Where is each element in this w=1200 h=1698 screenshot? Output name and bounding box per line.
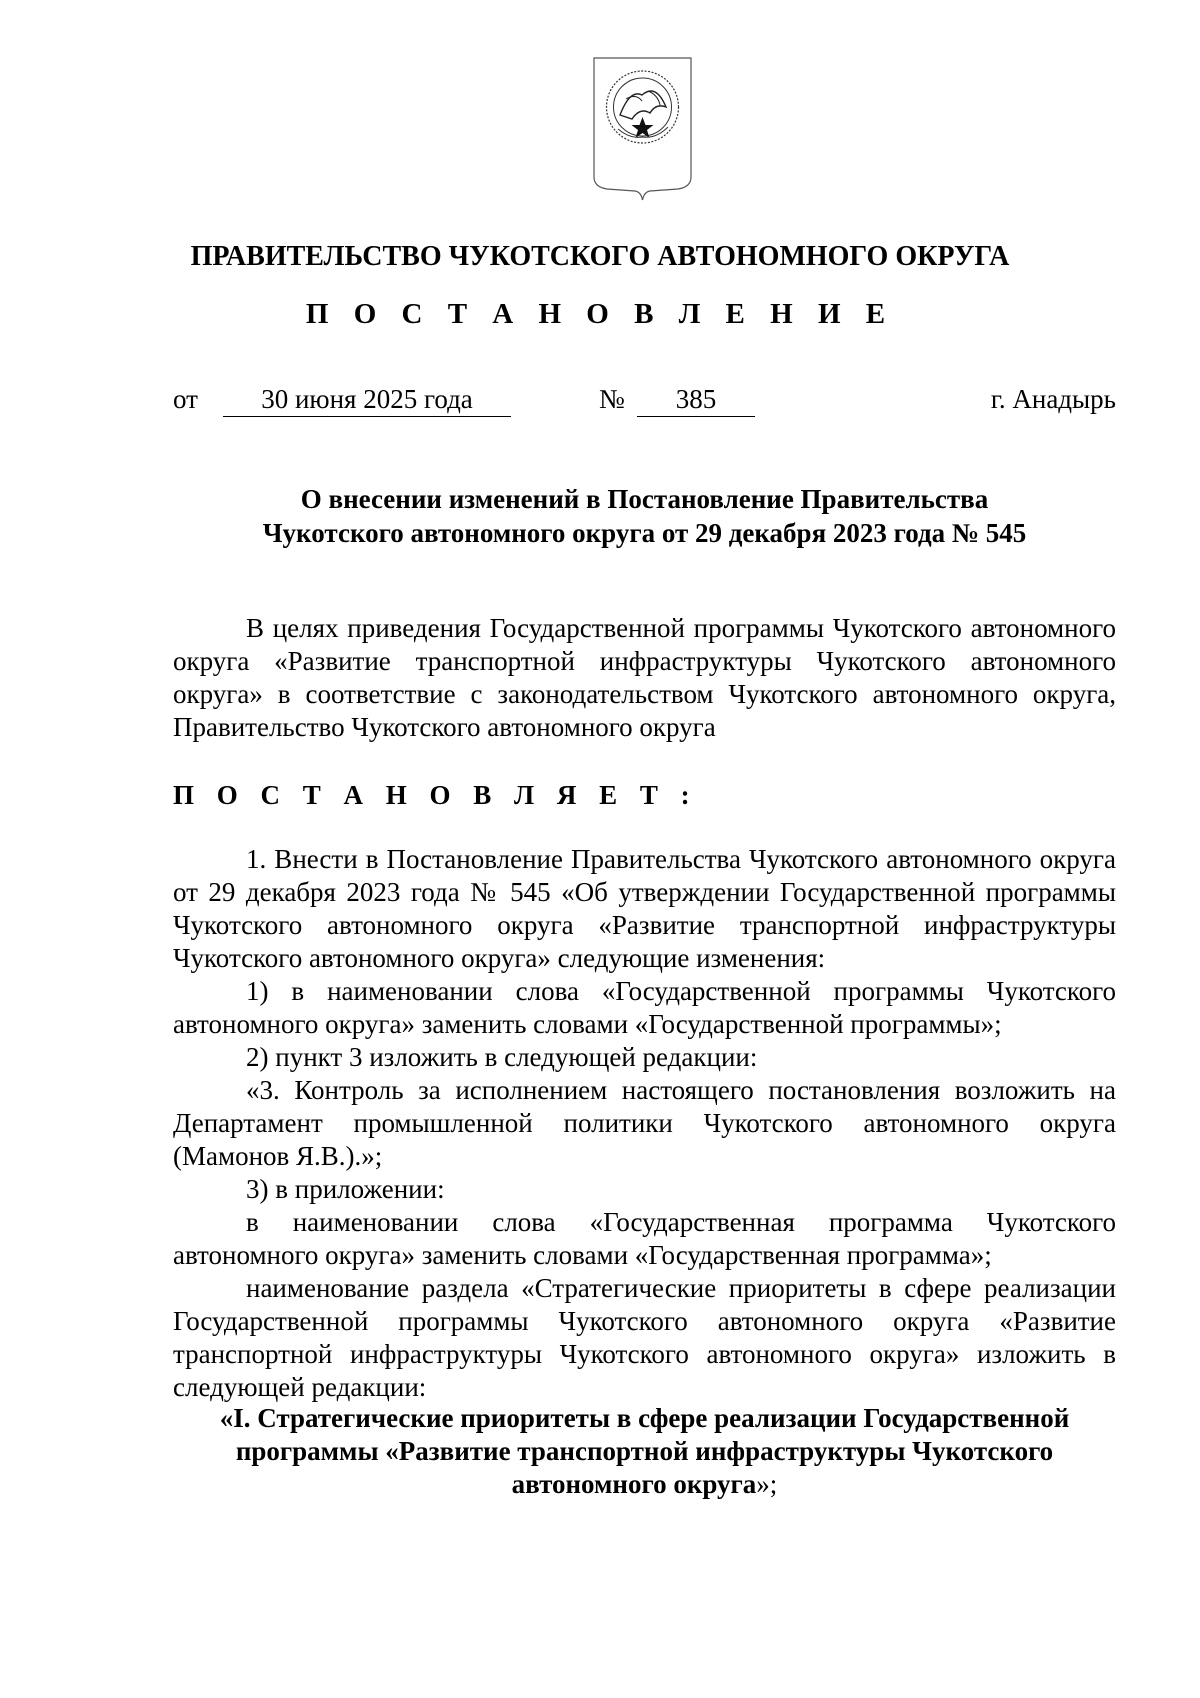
document-date: 30 июня 2025 года (223, 382, 511, 417)
preamble-block (173, 612, 1116, 744)
document-subject (173, 482, 1116, 550)
paragraph: наименование раздела «Стратегические приоритеты в сфере реализации Государственной программы Чукотского автономного округа «Развитие транспортной инфраструктуры Чукотского автономного округа» изложить в следующей редакции: (173, 1273, 1116, 1402)
paragraph: «3. Контроль за исполнением настоящего постановления возложить на Департамент промышленной политики Чукотского автономного округа (Мамонов Я.В.).»; (173, 1075, 1116, 1171)
quoted-title-line-3 (173, 1468, 1116, 1501)
preamble-paragraph: В целях приведения Государственной программы Чукотского автономного округа «Развитие транспортной инфраструктуры Чукотского автономного округа» в соответствие с законодательством Чукотского автономного округа, Правительство Чукотского автономного округа (173, 613, 1116, 742)
paragraph: 1. Внести в Постановление Правительства Чукотского автономного округа от 29 декабря 2023 года № 545 «Об утверждении Государственной программы Чукотского автономного округа «Развитие транспортной инфраструктуры Чукотского автономного округа» следующие изменения: (173, 844, 1116, 973)
date-prefix: от (173, 384, 198, 414)
chukotka-coat-of-arms-icon (590, 55, 695, 203)
document-type: П О С Т А Н О В Л Е Н И Е (305, 298, 895, 330)
decree-body (173, 843, 1116, 1404)
subject-line: О внесении изменений в Постановление Правительства (300, 484, 989, 514)
subject-line: Чукотского автономного округа от 29 декабря 2023 года № 545 (262, 518, 1027, 548)
decree-heading: П О С Т А Н О В Л Я Е Т : (173, 780, 698, 810)
document-city: г. Анадырь (990, 384, 1116, 414)
paragraph: 2) пункт 3 изложить в следующей редакции: (246, 1042, 758, 1072)
paragraph: 1) в наименовании слова «Государственной программы Чукотского автономного округа» заменить словами «Государственной программы»; (173, 976, 1116, 1039)
document-number: 385 (637, 382, 755, 417)
number-sign: № (599, 384, 625, 414)
paragraph: 3) в приложении: (246, 1174, 445, 1204)
quoted-title-tail: »; (756, 1469, 778, 1499)
quoted-title-line: «I. Стратегические приоритеты в сфере реализации Государственной (219, 1403, 1070, 1433)
quoted-section-title (173, 1402, 1116, 1501)
quoted-title-text: автономного округа (511, 1469, 757, 1499)
dateline (173, 382, 1116, 418)
quoted-title-line: программы «Развитие транспортной инфраструктуры Чукотского (235, 1436, 1054, 1466)
paragraph: в наименовании слова «Государственная программа Чукотского автономного округа» заменить словами «Государственная программа»; (173, 1207, 1116, 1270)
organization-name: ПРАВИТЕЛЬСТВО ЧУКОТСКОГО АВТОНОМНОГО ОКРУГА (190, 241, 1010, 272)
